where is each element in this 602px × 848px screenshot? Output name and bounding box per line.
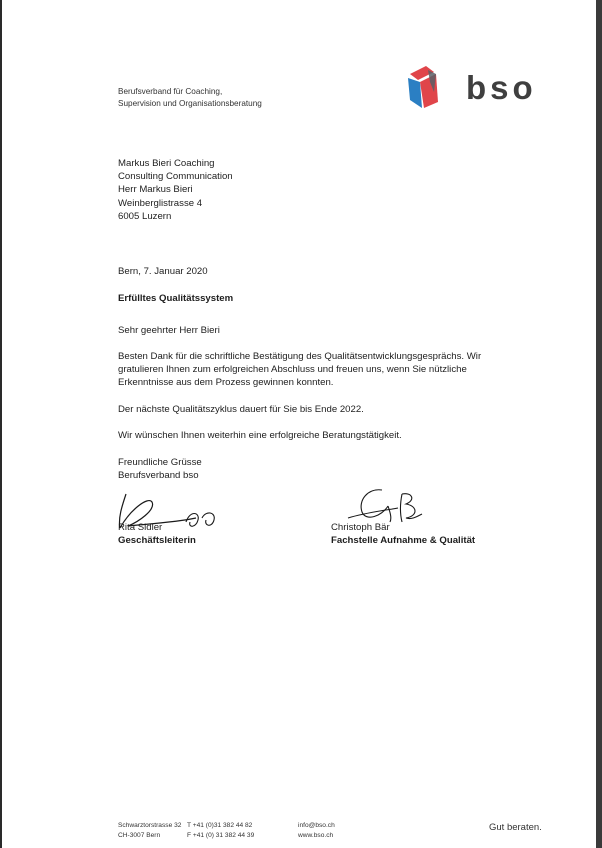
signatory-role: Fachstelle Aufnahme & Qualität <box>331 535 476 547</box>
recipient-line: Consulting Communication <box>118 171 233 183</box>
footer-tagline: Gut beraten. <box>489 822 542 833</box>
body-paragraph-1 <box>118 350 481 390</box>
recipient-line: Markus Bieri Coaching <box>118 158 215 169</box>
closing-line-1: Freundliche Grüsse <box>118 457 202 468</box>
recipient-line: Weinberglistrasse 4 <box>118 197 203 209</box>
signatory-left <box>118 521 196 547</box>
sender-line-2: Supervision und Organisationsberatung <box>118 99 262 108</box>
salutation: Sehr geehrter Herr Bieri <box>118 325 220 336</box>
footer-contact <box>298 821 335 841</box>
sender-address <box>118 86 262 110</box>
closing <box>118 456 202 482</box>
footer-email: info@bso.ch <box>298 822 335 829</box>
closing-line-2: Berufsverband bso <box>118 470 199 482</box>
paragraph-line: Besten Dank für die schriftliche Bestätigung des Qualitätsentwicklungsgesprächs. Wir <box>118 351 482 362</box>
signatory-name: Rita Sidler <box>118 522 163 533</box>
paragraph-line: gratulieren Ihnen zum erfolgreichen Abschluss und freuen uns, wenn Sie nützliche <box>118 364 467 376</box>
footer-city: CH-3007 Bern <box>118 832 161 839</box>
letter-subject: Erfülltes Qualitätssystem <box>118 293 234 304</box>
recipient-line: Herr Markus Bieri <box>118 184 193 196</box>
logo-wordmark: bso <box>466 69 537 106</box>
signatory-role: Geschäftsleiterin <box>118 535 196 547</box>
footer-web: www.bso.ch <box>298 832 334 839</box>
signatory-name: Christoph Bär <box>331 522 390 533</box>
scan-edge-right <box>596 0 602 848</box>
footer-phone-fax <box>187 821 254 841</box>
recipient-address <box>118 157 233 223</box>
footer-address <box>118 821 181 841</box>
body-paragraph-3: Wir wünschen Ihnen weiterhin eine erfolgreiche Beratungstätigkeit. <box>118 430 402 441</box>
sender-line-1: Berufsverband für Coaching, <box>118 87 223 96</box>
recipient-line: 6005 Luzern <box>118 210 172 222</box>
letter-date: Bern, 7. Januar 2020 <box>118 266 208 277</box>
footer-phone: T +41 (0)31 382 44 82 <box>187 822 253 829</box>
body-paragraph-2: Der nächste Qualitätszyklus dauert für Sie bis Ende 2022. <box>118 404 364 415</box>
paragraph-line: Erkenntnisse aus dem Prozess gewinnen konnten. <box>118 377 334 389</box>
footer-fax: F +41 (0) 31 382 44 39 <box>187 832 255 839</box>
footer-street: Schwarztorstrasse 32 <box>118 822 182 829</box>
signatory-right <box>331 521 475 547</box>
scan-edge-left <box>0 0 2 848</box>
